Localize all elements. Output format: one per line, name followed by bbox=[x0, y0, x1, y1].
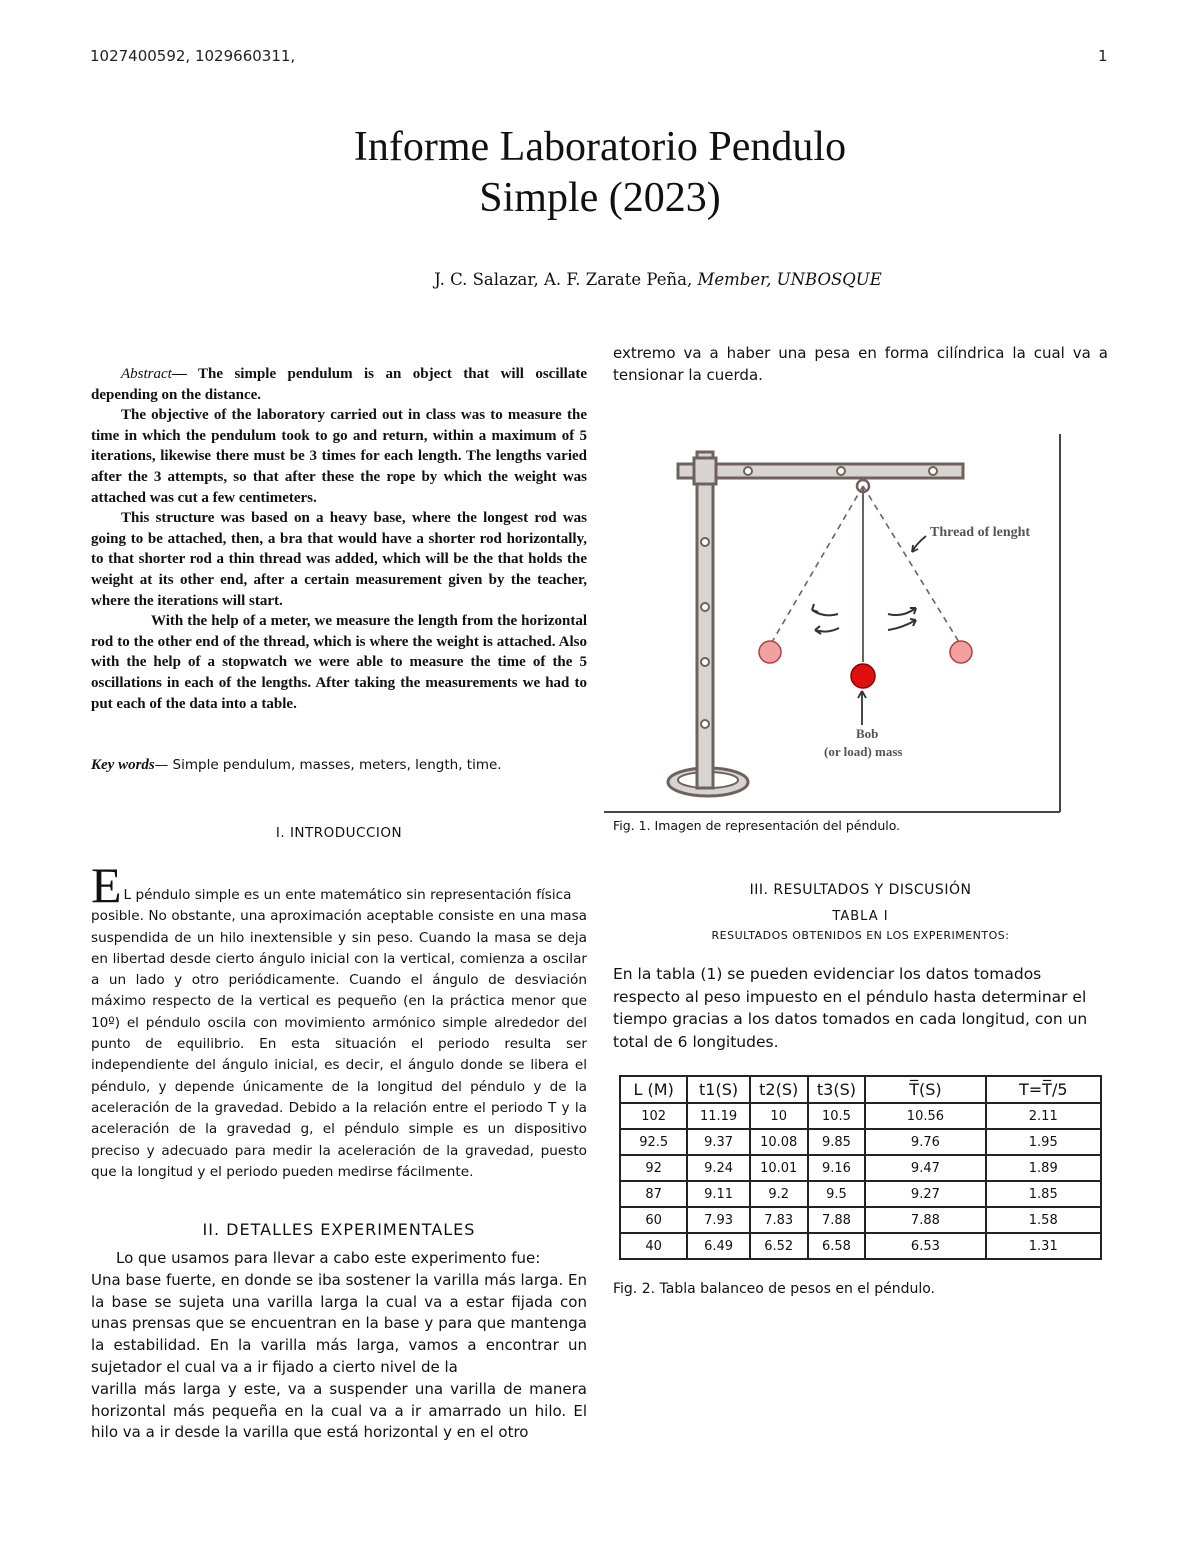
bob-left-ghost bbox=[759, 641, 781, 663]
section-heading-detalles: II. DETALLES EXPERIMENTALES bbox=[202, 1220, 476, 1239]
author-affiliation: Member, UNBOSQUE bbox=[697, 270, 882, 289]
table-cell: 9.85 bbox=[808, 1129, 866, 1155]
section-heading-introduccion: I. INTRODUCCION bbox=[275, 825, 403, 841]
pendulum-stand bbox=[668, 452, 963, 796]
abstract bbox=[91, 364, 587, 714]
figure-1-caption: Fig. 1. Imagen de representación del péndulo. bbox=[613, 818, 901, 833]
table-cell: 40 bbox=[620, 1233, 687, 1259]
table-cell: 9.76 bbox=[865, 1129, 985, 1155]
author-line bbox=[0, 270, 1200, 289]
pendulum-threads bbox=[772, 486, 959, 662]
table-cell: 7.93 bbox=[687, 1207, 750, 1233]
col-header: t3(S) bbox=[808, 1076, 866, 1103]
exp-p2: Una base fuerte, en donde se iba sostener la varilla más larga. En la base se sujeta una varilla larga la cual va a estar fijada con unas prensas que se encuentran en la base y para que mantenga la estabilidad. En la varilla más larga, vamos a encontrar un sujetador el cual va a ir fijado a cierto nivel de la bbox=[91, 1270, 587, 1376]
abstract-p1: — The simple pendulum is an object that will oscillate depending on the distance. bbox=[91, 366, 587, 403]
introduction-body bbox=[91, 857, 587, 1183]
intro-paragraph: posible. No obstante, una aproximación aceptable consiste en una masa suspendida de un hilo inextensible y sin peso. Cuando la masa se deja en libertad desde cierto ángulo inicial con la vertical, comienza a oscilar a un lado y otro periódicamente. Cuando el ángulo de desviación máximo respecto de la vertical es pequeño (en la práctica menor que 10º) el péndulo oscila con movimiento armónico simple alrededor del punto de equilibrio. En esta situación el periodo resulta ser independiente del ángulo inicial, es decir, el ángulo donde se libera el péndulo, y depende únicamente de la longitud del péndulo y de la aceleración de la gravedad. Debido a la relación entre el periodo T y la aceleración de la gravedad g, el péndulo simple es un dispositivo preciso y adecuado para medir la aceleración de la gravedad, puesto que la longitud y el periodo pueden medirse fácilmente. bbox=[91, 908, 587, 1180]
table-cell: 1.89 bbox=[986, 1155, 1101, 1181]
abstract-label: Abstract bbox=[121, 366, 172, 382]
table-cell: 1.58 bbox=[986, 1207, 1101, 1233]
vertical-rod bbox=[697, 452, 713, 788]
abstract-p4: With the help of a meter, we measure the length from the horizontal rod to the other end of the thread, which is where the weight is attached. Also with the help of a stopwatch we were able to measure the time of the 5 oscillations in each of the lengths. After taking the measurements we had to put each of the data into a table. bbox=[91, 613, 587, 712]
table-cell: 92.5 bbox=[620, 1129, 687, 1155]
table-cell: 1.31 bbox=[986, 1233, 1101, 1259]
page-number: 1 bbox=[1098, 47, 1108, 65]
keywords bbox=[91, 757, 587, 774]
title-line-2: Simple (2023) bbox=[479, 175, 721, 221]
table-row bbox=[620, 1233, 1101, 1259]
table-cell: 7.88 bbox=[808, 1207, 866, 1233]
table-cell: 11.19 bbox=[687, 1103, 750, 1129]
table-cell: 6.52 bbox=[750, 1233, 808, 1259]
table-row bbox=[620, 1129, 1101, 1155]
table-cell: 9.11 bbox=[687, 1181, 750, 1207]
col-header: t1(S) bbox=[687, 1076, 750, 1103]
drop-cap: E bbox=[91, 857, 122, 913]
table-cell: 9.24 bbox=[687, 1155, 750, 1181]
table-cell: 102 bbox=[620, 1103, 687, 1129]
table-cell: 9.16 bbox=[808, 1155, 866, 1181]
results-table bbox=[619, 1075, 1102, 1260]
table-cell: 6.49 bbox=[687, 1233, 750, 1259]
keywords-text: — Simple pendulum, masses, meters, length, time. bbox=[154, 757, 502, 773]
table-cell: 7.88 bbox=[865, 1207, 985, 1233]
author-names: J. C. Salazar, A. F. Zarate Peña, bbox=[434, 270, 698, 289]
rod-holes bbox=[701, 467, 937, 728]
keywords-label: Key words bbox=[91, 757, 155, 773]
abstract-p2: The objective of the laboratory carried out in class was to measure the time in which the pendulum took to go and return, within a maximum of 5 iterations, likewise there must be 3 times for each length. The lengths varied after the 3 attempts, so that after these the rope by which the weight was attached was cut a few centimeters. bbox=[91, 407, 587, 506]
table-cell: 9.5 bbox=[808, 1181, 866, 1207]
bob bbox=[851, 664, 875, 688]
section-heading-resultados: III. RESULTADOS Y DISCUSIÓN bbox=[749, 882, 972, 898]
label-mass: (or load) mass bbox=[824, 744, 903, 759]
intro-first-line: L péndulo simple es un ente matemático sin representación física bbox=[123, 887, 572, 903]
annotation-arrows bbox=[858, 536, 926, 725]
table-cell: 6.58 bbox=[808, 1233, 866, 1259]
table-cell: 1.85 bbox=[986, 1181, 1101, 1207]
label-thread: Thread of lenght bbox=[930, 525, 1031, 540]
right-column-continuation: extremo va a haber una pesa en forma cilíndrica la cual va a tensionar la cuerda. bbox=[613, 344, 1108, 384]
table-cell: 1.95 bbox=[986, 1129, 1101, 1155]
clamp bbox=[694, 458, 716, 484]
table-row bbox=[620, 1181, 1101, 1207]
col-header: T=T̅/5 bbox=[986, 1076, 1101, 1103]
exp-p1: Lo que usamos para llevar a cabo este experimento fue: bbox=[116, 1249, 541, 1267]
table-cell: 10 bbox=[750, 1103, 808, 1129]
title-line-1: Informe Laboratorio Pendulo bbox=[353, 124, 847, 170]
table-cell: 9.27 bbox=[865, 1181, 985, 1207]
table-header-row bbox=[620, 1076, 1101, 1103]
abstract-p3: This structure was based on a heavy base, where the longest rod was going to be attached, then, a bra that would have a shorter rod horizontally, to that shorter rod a thin thread was added, which will be the that holds the weight at its other end, after a certain measurement given by the teacher, where the iterations will start. bbox=[91, 510, 587, 609]
table-cell: 10.08 bbox=[750, 1129, 808, 1155]
results-text: En la tabla (1) se pueden evidenciar los datos tomados respecto al peso impuesto en el péndulo hasta determinar el tiempo gracias a los datos tomados en cada longitud, con un total de 6 longitudes. bbox=[613, 965, 1088, 1051]
bob-right-ghost bbox=[950, 641, 972, 663]
table-subtitle: RESULTADOS OBTENIDOS EN LOS EXPERIMENTOS: bbox=[711, 929, 1010, 942]
label-bob: Bob bbox=[856, 726, 879, 741]
table-cell: 10.01 bbox=[750, 1155, 808, 1181]
table-cell: 87 bbox=[620, 1181, 687, 1207]
table-cell: 60 bbox=[620, 1207, 687, 1233]
col-header: L (M) bbox=[620, 1076, 687, 1103]
table-row bbox=[620, 1207, 1101, 1233]
table-cell: 9.47 bbox=[865, 1155, 985, 1181]
table-cell: 7.83 bbox=[750, 1207, 808, 1233]
horizontal-rod bbox=[678, 464, 963, 478]
page-header-ids: 1027400592, 1029660311, bbox=[90, 47, 296, 65]
table-cell: 10.5 bbox=[808, 1103, 866, 1129]
pendulum-figure bbox=[600, 430, 1065, 816]
table-cell: 9.2 bbox=[750, 1181, 808, 1207]
col-header: T̅(S) bbox=[865, 1076, 985, 1103]
exp-p3: varilla más larga y este, va a suspender una varilla de manera horizontal más pequeña en la cual va a ir amarrado un hilo. El hilo va a ir desde la varilla que está horizontal y en el otro bbox=[91, 1379, 587, 1442]
paper-title bbox=[0, 122, 1200, 224]
table-cell: 2.11 bbox=[986, 1103, 1101, 1129]
figure-2-caption: Fig. 2. Tabla balanceo de pesos en el péndulo. bbox=[613, 1281, 936, 1297]
experimental-body bbox=[91, 1248, 587, 1444]
table-cell: 6.53 bbox=[865, 1233, 985, 1259]
table-row bbox=[620, 1155, 1101, 1181]
table-title: TABLA I bbox=[832, 909, 889, 924]
table-cell: 10.56 bbox=[865, 1103, 985, 1129]
table-row bbox=[620, 1103, 1101, 1129]
table-cell: 9.37 bbox=[687, 1129, 750, 1155]
col-header: t2(S) bbox=[750, 1076, 808, 1103]
table-cell: 92 bbox=[620, 1155, 687, 1181]
